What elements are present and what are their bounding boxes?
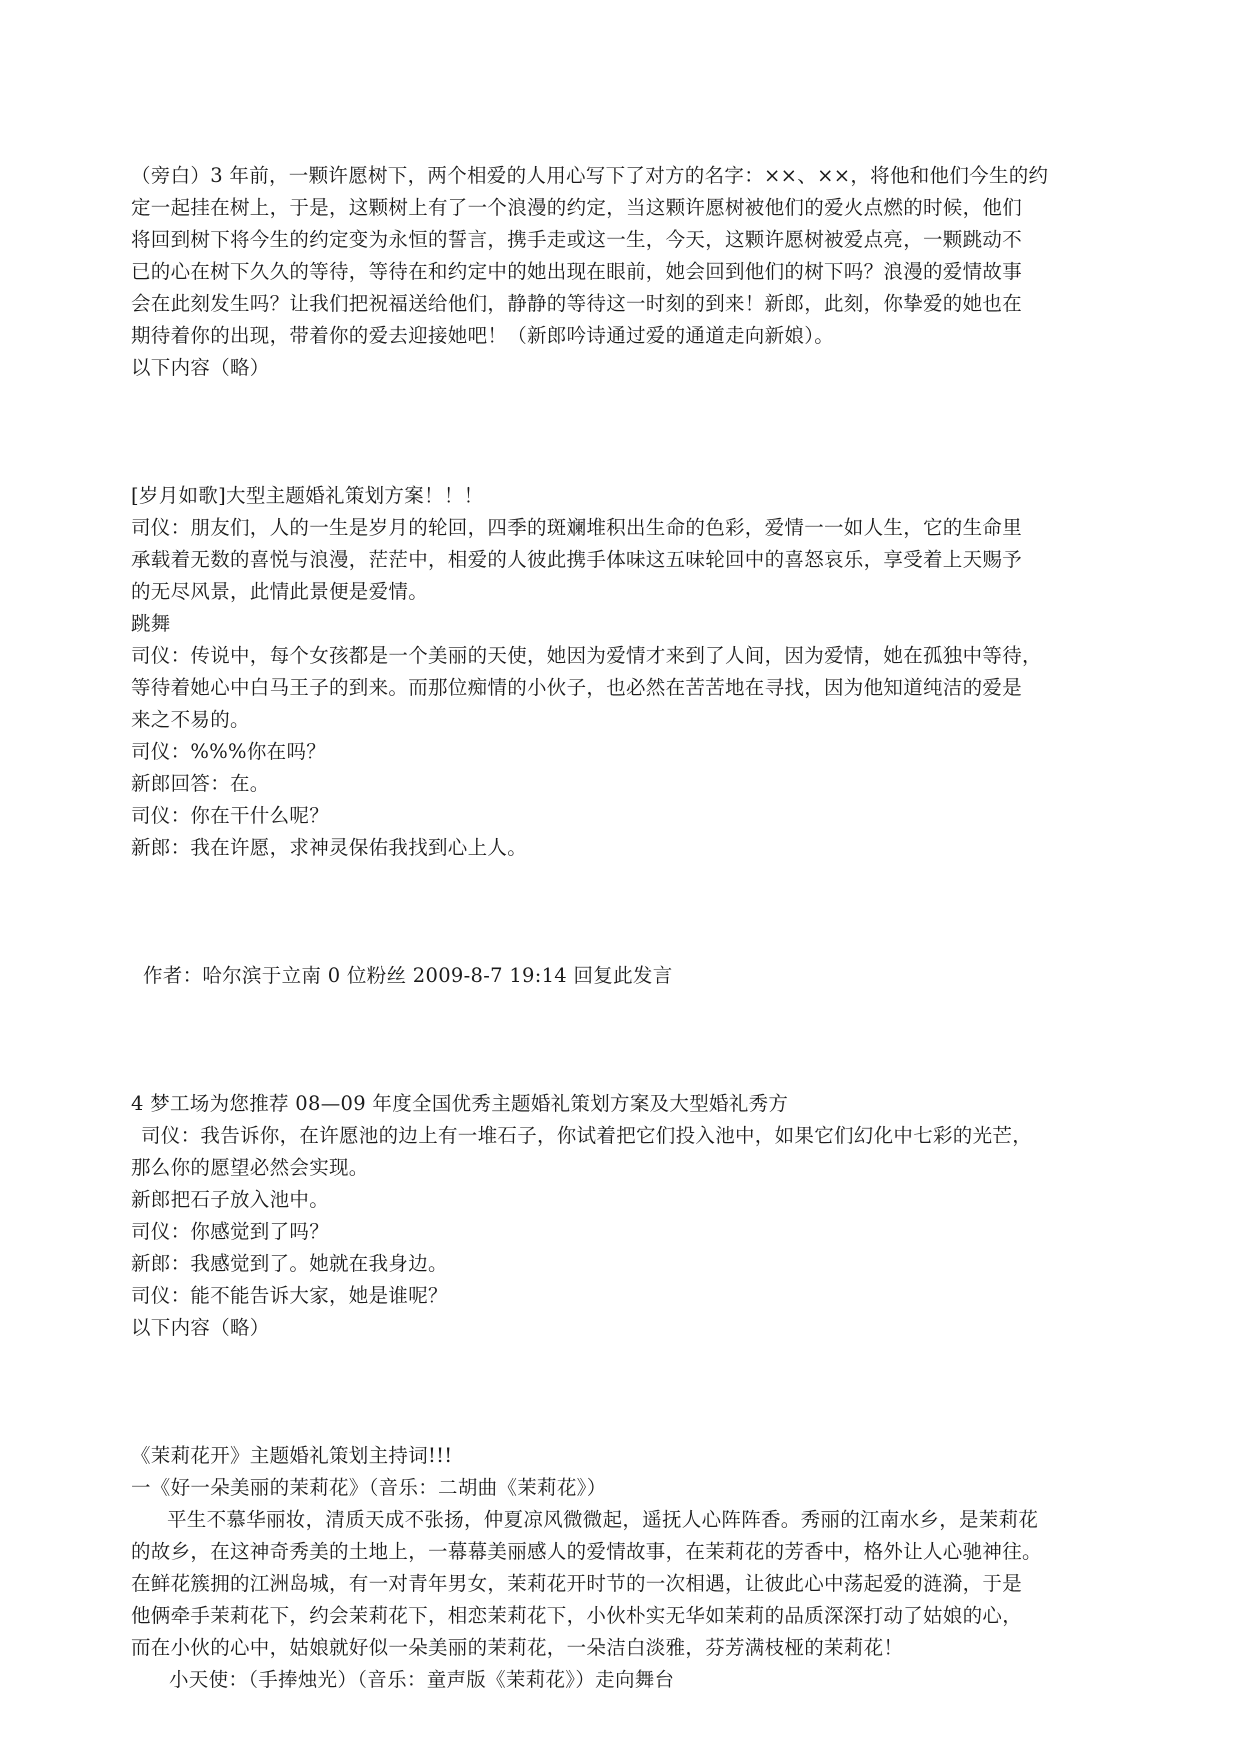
text-line: 而在小伙的心中，姑娘就好似一朵美丽的茉莉花，一朵洁白淡雅，芬芳满枝桠的茉莉花！ [131,1636,904,1659]
document-page [131,160,1141,1696]
narration-section [131,160,1141,384]
text-line: 新郎：我感觉到了。她就在我身边。 [131,1252,448,1275]
text-line: 那么你的愿望必然会实现。 [131,1156,369,1179]
text-line: 新郎把石子放入池中。 [131,1188,330,1211]
spacer [131,1344,1141,1440]
text-line: （旁白）3 年前，一颗许愿树下，两个相爱的人用心写下了对方的名字：××、××，将他和他们今生的约 [131,164,1049,187]
text-line: 来之不易的。 [131,708,250,731]
spacer [131,864,1141,960]
text-line: 等待着她心中白马王子的到来。而那位痴情的小伙子，也必然在苦苦地在寻找，因为他知道纯洁的爱是 [131,676,1023,699]
spacer [131,992,1141,1088]
text-line: 定一起挂在树上，于是，这颗树上有了一个浪漫的约定，当这颗许愿树被他们的爱火点燃的时候，他们 [131,196,1023,219]
section-heading: 4 梦工场为您推荐 08—09 年度全国优秀主题婚礼策划方案及大型婚礼秀方 [131,1092,789,1115]
text-line: 司仪：你在干什么呢？ [131,804,330,827]
author-line: 作者：哈尔滨于立南 0 位粉丝 2009-8-7 19:14 回复此发言 [143,964,673,987]
text-line: 平生不慕华丽妆，清质天成不张扬，仲夏凉风微微起，遥抚人心阵阵香。秀丽的江南水乡，是茉莉花 [167,1508,1039,1531]
text-line: 司仪：传说中，每个女孩都是一个美丽的天使，她因为爱情才来到了人间，因为爱情，她在孤独中等待， [131,644,1042,667]
text-line: 司仪：%%%你在吗？ [131,740,327,763]
text-line: 将回到树下将今生的约定变为永恒的誓言，携手走或这一生，今天，这颗许愿树被爱点亮，一颗跳动不 [131,228,1023,251]
text-line: 期待着你的出现，带着你的爱去迎接她吧！（新郎吟诗通过爱的通道走向新娘）。 [131,324,835,347]
text-line: 司仪：能不能告诉大家，她是谁呢？ [131,1284,448,1307]
jasmine-section [131,1440,1141,1696]
text-line: 他俩牵手茉莉花下，约会茉莉花下，相恋茉莉花下，小伙朴实无华如茉莉的品质深深打动了姑娘的心， [131,1604,1023,1627]
text-line: 已的心在树下久久的等待，等待在和约定中的她出现在眼前，她会回到他们的树下吗？浪漫的爱情故事 [131,260,1023,283]
text-line: 的无尽风景，此情此景便是爱情。 [131,580,429,603]
text-line: 新郎回答：在。 [131,772,270,795]
spacer [131,384,1141,480]
text-line: 承载着无数的喜悦与浪漫，茫茫中，相爱的人彼此携手体味这五味轮回中的喜怒哀乐，享受着上天赐予 [131,548,1023,571]
text-line: 小天使：（手捧烛光）（音乐：童声版《茉莉花》）走向舞台 [169,1668,675,1691]
text-line: 以下内容（略） [131,356,270,379]
section-heading: 《茉莉花开》主题婚礼策划主持词!!! [131,1444,453,1467]
section-heading: [岁月如歌]大型主题婚礼策划方案！！！ [131,484,484,507]
suiyue-ruge-section [131,480,1141,864]
text-line: 的故乡，在这神奇秀美的土地上，一幕幕美丽感人的爱情故事，在茉莉花的芳香中，格外让人心驰神往。 [131,1540,1042,1563]
text-line: 新郎：我在许愿，求神灵保佑我找到心上人。 [131,836,528,859]
text-line: 跳舞 [131,612,171,635]
dream-workshop-section [131,1088,1141,1344]
text-line: 以下内容（略） [131,1316,270,1339]
text-line: 在鲜花簇拥的江洲岛城，有一对青年男女，茉莉花开时节的一次相遇，让彼此心中荡起爱的涟漪，于是 [131,1572,1023,1595]
text-line: 会在此刻发生吗？让我们把祝福送给他们，静静的等待这一时刻的到来！新郎，此刻，你挚爱的她也在 [131,292,1023,315]
text-line: 司仪：你感觉到了吗？ [131,1220,330,1243]
subsection-heading: 一《好一朵美丽的茉莉花》（音乐：二胡曲《茉莉花》） [131,1476,607,1499]
text-line: 司仪：朋友们，人的一生是岁月的轮回，四季的斑斓堆积出生命的色彩，爱情一一如人生，它的生命里 [131,516,1023,539]
text-line: 司仪：我告诉你，在许愿池的边上有一堆石子，你试着把它们投入池中，如果它们幻化中七彩的光芒， [141,1124,1033,1147]
